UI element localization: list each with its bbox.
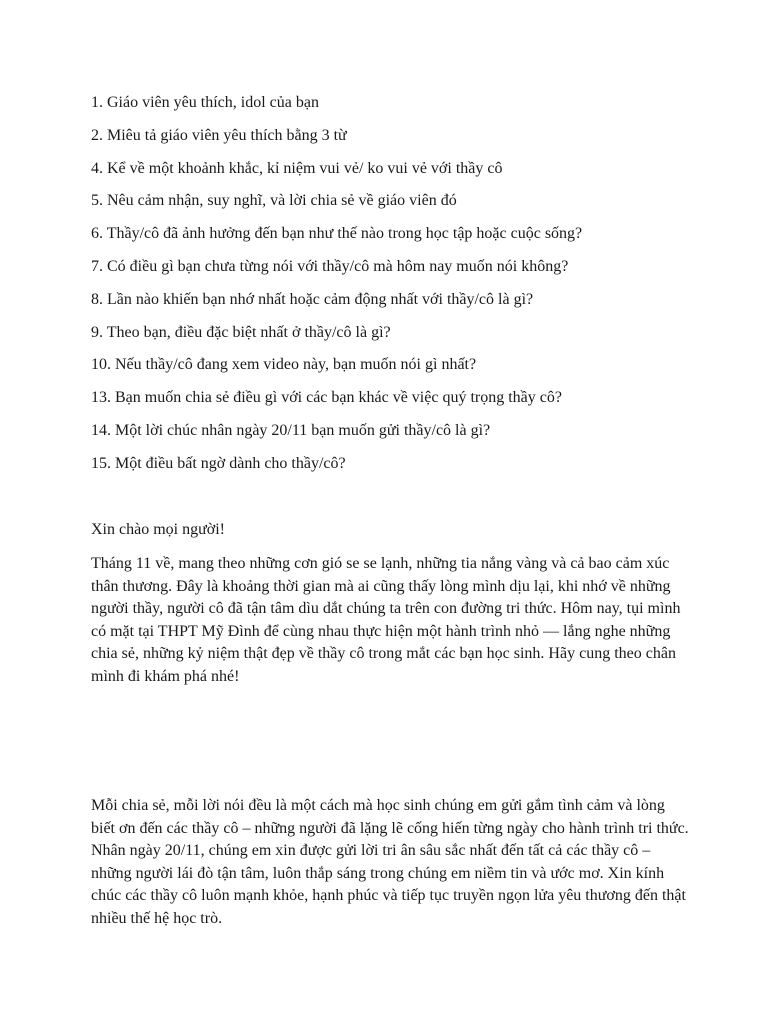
question-item: 4. Kể về một khoảnh khắc, kỉ niệm vui vẻ/ ko vui vẻ với thầy cô: [91, 159, 503, 177]
question-item: 14. Một lời chúc nhân ngày 20/11 bạn muốn gửi thầy/cô là gì?: [91, 421, 491, 439]
document-page: [91, 92, 691, 927]
question-item: 9. Theo bạn, điều đặc biệt nhất ở thầy/cô là gì?: [91, 323, 391, 341]
question-item: 2. Miêu tả giáo viên yêu thích bằng 3 từ: [91, 126, 347, 144]
closing-paragraph: Mỗi chia sẻ, mỗi lời nói đều là một cách mà học sinh chúng em gửi gắm tình cảm và lòng biết ơn đến các thầy cô – những người đã lặng lẽ cống hiến từng ngày cho hành trình tri thức. Nhân ngày 20/11, chúng em xin được gửi lời tri ân sâu sắc nhất đến tất cả các thầy cô – những người lái đò tận tâm, luôn thắp sáng trong chúng em niềm tin và ước mơ. Xin kính chúc các thầy cô luôn mạnh khỏe, hạnh phúc và tiếp tục truyền ngọn lửa yêu thương đến thật nhiều thế hệ học trò.: [91, 797, 689, 927]
intro-paragraph: Tháng 11 về, mang theo những cơn gió se se lạnh, những tia nắng vàng và cả bao cảm xúc thân thương. Đây là khoảng thời gian mà ai cũng thấy lòng mình dịu lại, khi nhớ về những người thầy, người cô đã tận tâm dìu dắt chúng ta trên con đường tri thức. Hôm nay, tụi mình có mặt tại THPT Mỹ Đình để cùng nhau thực hiện một hành trình nhỏ — lắng nghe những chia sẻ, những kỷ niệm thật đẹp về thầy cô trong mắt các bạn học sinh. Hãy cung theo chân mình đi khám phá nhé!: [91, 555, 681, 685]
question-list: [91, 92, 691, 475]
question-item: 8. Lần nào khiến bạn nhớ nhất hoặc cảm động nhất với thầy/cô là gì?: [91, 290, 534, 308]
question-item: 13. Bạn muốn chia sẻ điều gì với các bạn khác về việc quý trọng thầy cô?: [91, 389, 562, 407]
question-item: 15. Một điều bất ngờ dành cho thầy/cô?: [91, 454, 346, 472]
question-item: 10. Nếu thầy/cô đang xem video này, bạn muốn nói gì nhất?: [91, 356, 477, 374]
question-item: 7. Có điều gì bạn chưa từng nói với thầy/cô mà hôm nay muốn nói không?: [91, 257, 569, 275]
question-item: 5. Nêu cảm nhận, suy nghĩ, và lời chia sẻ về giáo viên đó: [91, 192, 457, 210]
greeting-text: Xin chào mọi người!: [91, 521, 225, 538]
question-item: 1. Giáo viên yêu thích, idol của bạn: [91, 94, 319, 111]
question-item: 6. Thầy/cô đã ảnh hưởng đến bạn như thế nào trong học tập hoặc cuộc sống?: [91, 225, 583, 243]
